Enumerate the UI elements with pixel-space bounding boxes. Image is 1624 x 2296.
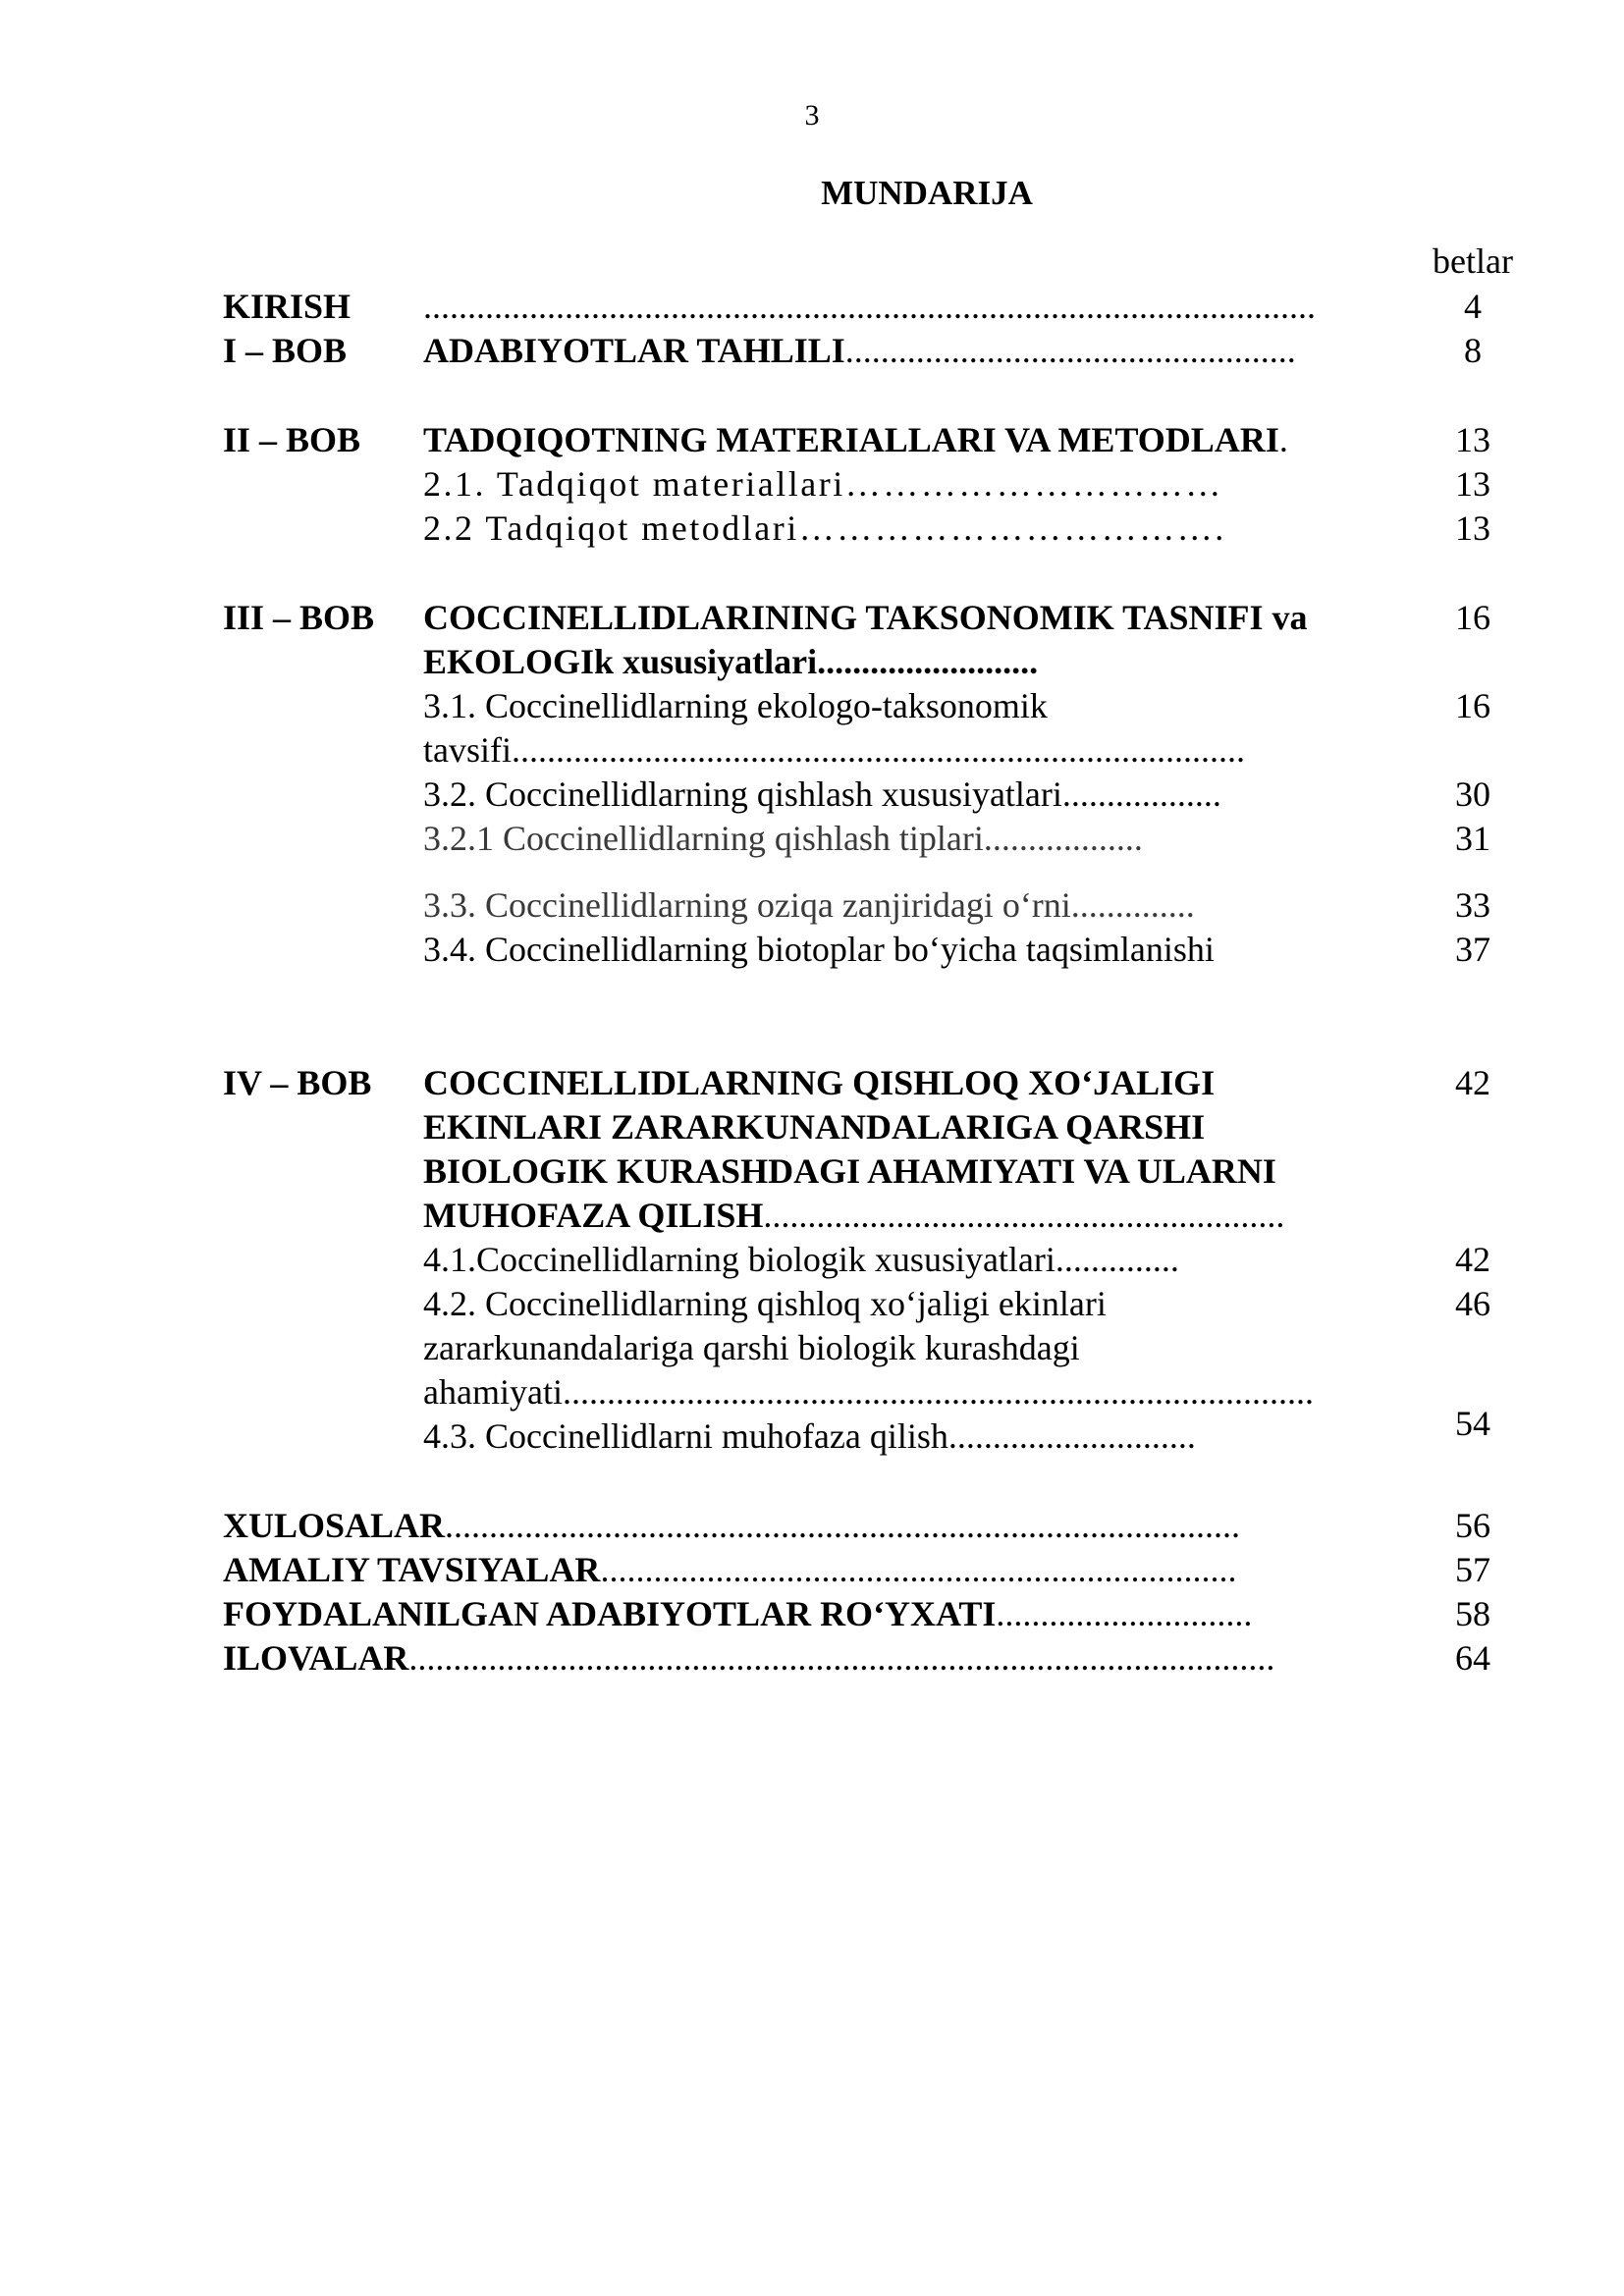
section-2-1-page: 13 [1455, 464, 1490, 504]
bob2-title: TADQIQOTNING MATERIALLARI VA METODLARI [423, 420, 1279, 459]
bob2-page: 13 [1455, 420, 1490, 459]
section-3-1-line1: 3.1. Coccinellidlarning ekologo-taksonomik [423, 686, 1048, 725]
kirish-page: 4 [1464, 287, 1482, 326]
section-4-1-page: 42 [1455, 1240, 1490, 1279]
foydalanilgan-page: 58 [1455, 1594, 1490, 1633]
bob1-page: 8 [1464, 331, 1482, 370]
section-4-2-line3: ahamiyati..................................................................................... [423, 1372, 1314, 1412]
ilovalar-dots: .................................................................................................. [408, 1638, 1275, 1678]
bob4-label: IV – BOB [223, 1063, 372, 1102]
kirish-dots: ..................................................................................................... [423, 287, 1316, 326]
bob4-title-end: MUHOFAZA QILISH [423, 1196, 764, 1235]
section-3-2-1-page: 31 [1455, 819, 1490, 858]
section-4-3: 4.3. Coccinellidlarni muhofaza qilish............................ [423, 1416, 1196, 1456]
section-3-1-line2: tavsifi................................................................................... [423, 730, 1245, 770]
section-3-3-page: 33 [1455, 885, 1490, 925]
bob2-title-line [423, 418, 1410, 462]
section-4-2-line1: 4.2. Coccinellidlarning qishloq xo‘jaligi ekinlari [423, 1284, 1107, 1323]
amaliy-line [223, 1548, 1236, 1592]
section-4-2-line2: zararkunandalariga qarshi biologik kurashdagi [423, 1328, 1080, 1367]
bob3-label: III – BOB [223, 598, 375, 637]
bob4-title-line2: EKINLARI ZARARKUNANDALARIGA QARSHI [423, 1107, 1206, 1147]
xulosalar-line [223, 1504, 1240, 1548]
foydalanilgan-title: FOYDALANILGAN ADABIYOTLAR RO‘YXATI [223, 1594, 997, 1633]
bob3-title-line1: COCCINELLIDLARINING TAKSONOMIK TASNIFI va [423, 598, 1308, 637]
bob1-label: I – BOB [223, 331, 348, 370]
xulosalar-page: 56 [1455, 1506, 1490, 1545]
xulosalar-title: XULOSALAR [223, 1506, 446, 1545]
page-title: MUNDARIJA [821, 174, 1033, 212]
section-3-2: 3.2. Coccinellidlarning qishlash xususiyatlari.................. [423, 774, 1221, 814]
bob1-title: ADABIYOTLAR TAHLILI [423, 331, 845, 370]
bob2-label: II – BOB [223, 420, 361, 459]
bob4-title-line1: COCCINELLIDLARNING QISHLOQ XO‘JALIGI [423, 1063, 1216, 1102]
section-3-2-page: 30 [1455, 774, 1490, 814]
pages-column-header: betlar [1433, 241, 1513, 281]
section-3-3: 3.3. Coccinellidlarning oziqa zanjiridagi o‘rni.............. [423, 885, 1195, 925]
amaliy-dots: ........................................................................ [600, 1550, 1237, 1589]
bob2-dots: . [1278, 420, 1288, 459]
section-2-2: 2.2 Tadqiqot metodlari……………………………. [423, 508, 1226, 548]
section-3-4-page: 37 [1455, 930, 1490, 969]
foydalanilgan-line [223, 1592, 1252, 1636]
ilovalar-line [223, 1636, 1274, 1681]
bob4-dots: ........................................................... [763, 1196, 1285, 1235]
bob3-title-line2: EKOLOGIk xususiyatlari......................... [423, 642, 1039, 681]
bob4-title-line4 [423, 1194, 1410, 1238]
section-3-1-page: 16 [1455, 686, 1490, 725]
amaliy-page: 57 [1455, 1550, 1490, 1589]
section-3-2-1: 3.2.1 Coccinellidlarning qishlash tiplari.................. [423, 819, 1143, 858]
foydalanilgan-dots: ............................. [996, 1594, 1253, 1633]
ilovalar-page: 64 [1455, 1638, 1490, 1678]
section-4-2-page: 46 [1455, 1284, 1490, 1323]
bob4-title-line3: BIOLOGIK KURASHDAGI AHAMIYATI VA ULARNI [423, 1151, 1276, 1191]
section-2-1: 2.1. Tadqiqot materiallari………………………… [423, 464, 1223, 504]
section-4-1: 4.1.Coccinellidlarning biologik xususiyatlari.............. [423, 1240, 1179, 1279]
section-2-2-page: 13 [1455, 508, 1490, 548]
xulosalar-dots: .......................................................................................... [445, 1506, 1241, 1545]
page-number: 3 [804, 99, 820, 132]
kirish-label: KIRISH [223, 287, 352, 326]
ilovalar-title: ILOVALAR [223, 1638, 409, 1678]
section-3-4: 3.4. Coccinellidlarning biotoplar bo‘yicha taqsimlanishi [423, 930, 1215, 969]
bob4-page: 42 [1455, 1063, 1490, 1102]
amaliy-title: AMALIY TAVSIYALAR [223, 1550, 601, 1589]
bob1-title-line [423, 329, 1410, 373]
section-4-3-page: 54 [1455, 1404, 1490, 1443]
bob1-dots: ................................................... [844, 331, 1296, 370]
bob3-page: 16 [1455, 598, 1490, 637]
